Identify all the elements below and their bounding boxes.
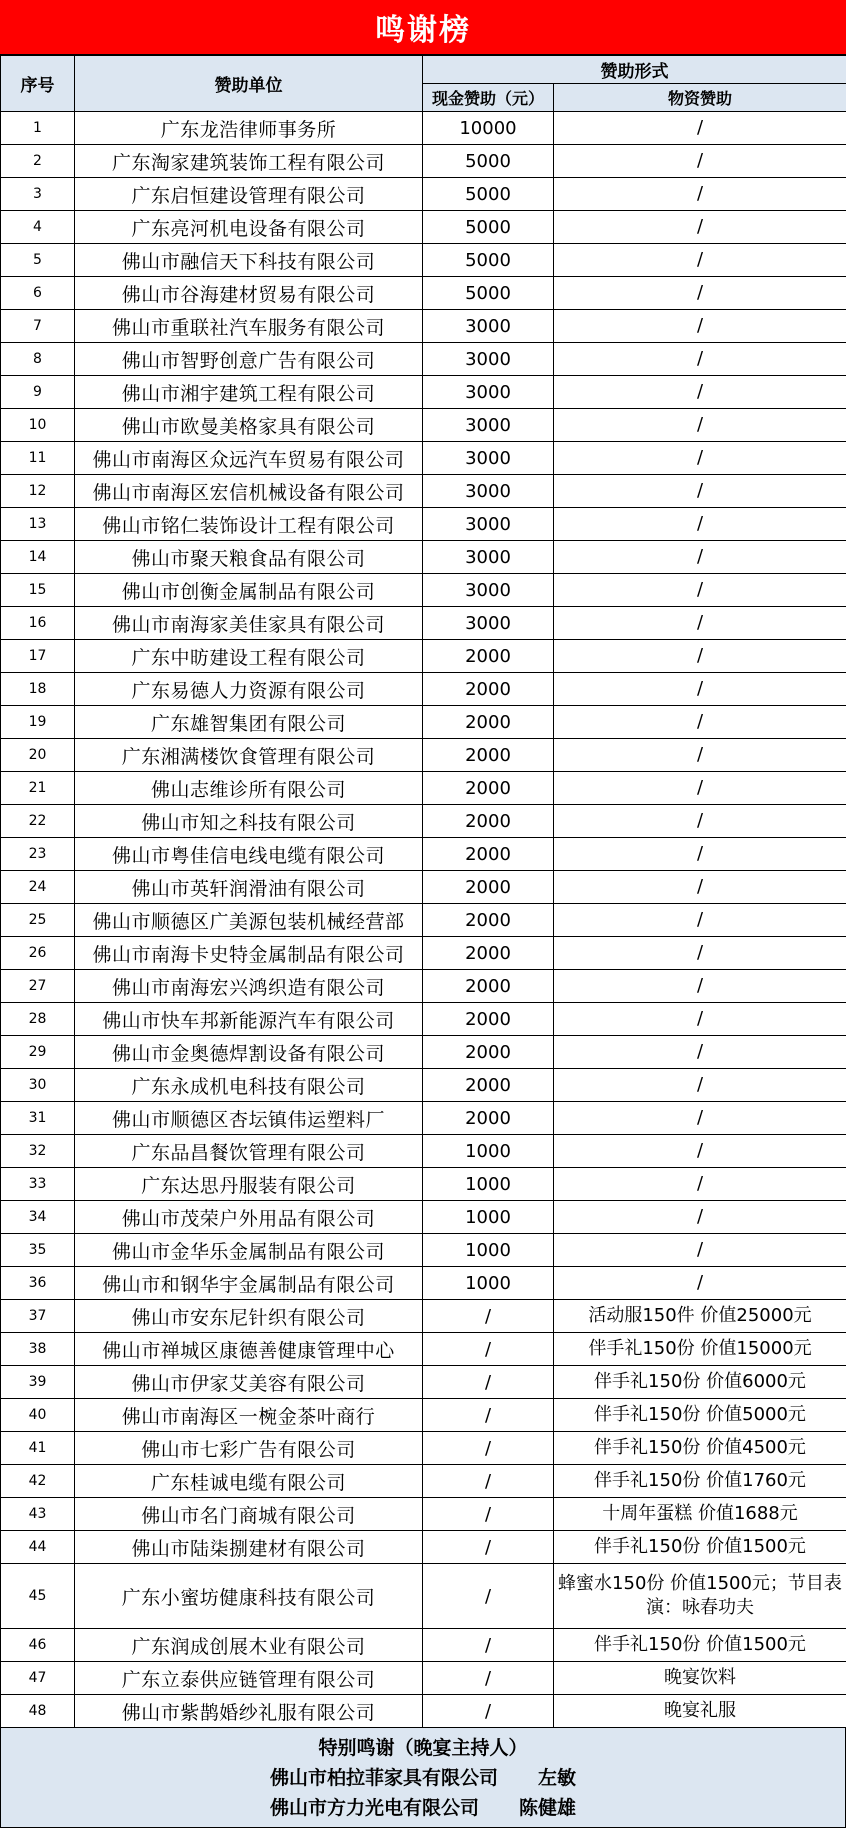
- table-row: [1, 277, 846, 310]
- host-company: 佛山市方力光电有限公司: [269, 1796, 479, 1819]
- goods-description: 伴手礼150份 价值1500元: [554, 1629, 846, 1662]
- row-index: 23: [1, 838, 75, 871]
- goods-description: 晚宴饮料: [554, 1662, 846, 1695]
- sheet-title: 鸣谢榜: [0, 0, 846, 55]
- sponsor-name: 佛山市紫鹊婚纱礼服有限公司: [75, 1695, 423, 1728]
- goods-description: /: [554, 838, 846, 871]
- goods-description: 蜂蜜水150份 价值1500元；节目表演：咏春功夫: [554, 1564, 846, 1629]
- row-index: 16: [1, 607, 75, 640]
- cash-amount: /: [423, 1564, 554, 1629]
- sponsor-name: 广东品昌餐饮管理有限公司: [75, 1135, 423, 1168]
- cash-amount: /: [423, 1629, 554, 1662]
- goods-description: 伴手礼150份 价值1760元: [554, 1465, 846, 1498]
- table-row: [1, 904, 846, 937]
- sponsor-name: 广东桂诚电缆有限公司: [75, 1465, 423, 1498]
- sponsor-name: 佛山市欧曼美格家具有限公司: [75, 409, 423, 442]
- sponsor-name: 佛山市南海宏兴鸿织造有限公司: [75, 970, 423, 1003]
- row-index: 47: [1, 1662, 75, 1695]
- row-index: 25: [1, 904, 75, 937]
- row-index: 20: [1, 739, 75, 772]
- cash-amount: 3000: [423, 442, 554, 475]
- cash-amount: 3000: [423, 310, 554, 343]
- goods-description: 活动服150件 价值25000元: [554, 1300, 846, 1333]
- goods-description: /: [554, 904, 846, 937]
- sponsor-name: 佛山市南海卡史特金属制品有限公司: [75, 937, 423, 970]
- table-row: [1, 1564, 846, 1629]
- cash-amount: /: [423, 1399, 554, 1432]
- sponsor-name: 佛山市湘宇建筑工程有限公司: [75, 376, 423, 409]
- goods-description: /: [554, 442, 846, 475]
- row-index: 33: [1, 1168, 75, 1201]
- cash-amount: 5000: [423, 145, 554, 178]
- goods-description: /: [554, 277, 846, 310]
- row-index: 13: [1, 508, 75, 541]
- table-row: [1, 1300, 846, 1333]
- cash-amount: /: [423, 1498, 554, 1531]
- row-index: 2: [1, 145, 75, 178]
- sponsor-name: 佛山市金奥德焊割设备有限公司: [75, 1036, 423, 1069]
- table-row: [1, 1629, 846, 1662]
- sponsor-name: 佛山市七彩广告有限公司: [75, 1432, 423, 1465]
- table-row: [1, 343, 846, 376]
- cash-amount: /: [423, 1662, 554, 1695]
- row-index: 8: [1, 343, 75, 376]
- goods-description: /: [554, 1135, 846, 1168]
- cash-amount: 3000: [423, 574, 554, 607]
- sponsor-name: 佛山市快车邦新能源汽车有限公司: [75, 1003, 423, 1036]
- cash-amount: 2000: [423, 937, 554, 970]
- special-thanks: [0, 1728, 846, 1828]
- table-row: [1, 871, 846, 904]
- sponsor-name: 广东达思丹服装有限公司: [75, 1168, 423, 1201]
- sponsor-name: 佛山市顺德区广美源包装机械经营部: [75, 904, 423, 937]
- goods-description: /: [554, 145, 846, 178]
- sponsor-name: 佛山市重联社汽车服务有限公司: [75, 310, 423, 343]
- row-index: 6: [1, 277, 75, 310]
- row-index: 14: [1, 541, 75, 574]
- goods-description: /: [554, 541, 846, 574]
- goods-description: /: [554, 1102, 846, 1135]
- cash-amount: 2000: [423, 838, 554, 871]
- row-index: 15: [1, 574, 75, 607]
- sponsor-name: 佛山市南海区宏信机械设备有限公司: [75, 475, 423, 508]
- table-row: [1, 442, 846, 475]
- row-index: 22: [1, 805, 75, 838]
- sponsor-name: 佛山市英轩润滑油有限公司: [75, 871, 423, 904]
- table-row: [1, 310, 846, 343]
- sponsor-name: 佛山市和钢华宇金属制品有限公司: [75, 1267, 423, 1300]
- table-row: [1, 1036, 846, 1069]
- cash-amount: 3000: [423, 376, 554, 409]
- goods-description: /: [554, 409, 846, 442]
- row-index: 31: [1, 1102, 75, 1135]
- row-index: 34: [1, 1201, 75, 1234]
- cash-amount: 3000: [423, 343, 554, 376]
- special-thanks-line: [270, 1793, 576, 1823]
- cash-amount: 3000: [423, 607, 554, 640]
- table-row: [1, 1695, 846, 1728]
- row-index: 48: [1, 1695, 75, 1728]
- cash-amount: 1000: [423, 1267, 554, 1300]
- cash-amount: 2000: [423, 871, 554, 904]
- goods-description: /: [554, 211, 846, 244]
- table-row: [1, 1498, 846, 1531]
- goods-description: 十周年蛋糕 价值1688元: [554, 1498, 846, 1531]
- table-row: [1, 739, 846, 772]
- row-index: 12: [1, 475, 75, 508]
- host-company: 佛山市柏拉菲家具有限公司: [269, 1766, 498, 1789]
- row-index: 38: [1, 1333, 75, 1366]
- sponsor-rows: [1, 112, 846, 1728]
- cash-amount: 1000: [423, 1135, 554, 1168]
- cash-amount: /: [423, 1300, 554, 1333]
- goods-description: /: [554, 508, 846, 541]
- sponsor-name: 佛山市南海区众远汽车贸易有限公司: [75, 442, 423, 475]
- goods-description: /: [554, 1267, 846, 1300]
- sponsor-name: 佛山市伊家艾美容有限公司: [75, 1366, 423, 1399]
- table-row: [1, 805, 846, 838]
- row-index: 32: [1, 1135, 75, 1168]
- row-index: 3: [1, 178, 75, 211]
- row-index: 29: [1, 1036, 75, 1069]
- cash-amount: 2000: [423, 805, 554, 838]
- cash-amount: 2000: [423, 739, 554, 772]
- goods-description: /: [554, 970, 846, 1003]
- cash-amount: 1000: [423, 1168, 554, 1201]
- row-index: 11: [1, 442, 75, 475]
- row-index: 24: [1, 871, 75, 904]
- table-row: [1, 937, 846, 970]
- row-index: 46: [1, 1629, 75, 1662]
- goods-description: 伴手礼150份 价值4500元: [554, 1432, 846, 1465]
- cash-amount: 1000: [423, 1234, 554, 1267]
- sponsor-name: 佛山市禅城区康德善健康管理中心: [75, 1333, 423, 1366]
- cash-amount: /: [423, 1333, 554, 1366]
- cash-amount: 3000: [423, 409, 554, 442]
- table-row: [1, 475, 846, 508]
- table-row: [1, 541, 846, 574]
- cash-amount: 2000: [423, 640, 554, 673]
- cash-amount: 2000: [423, 706, 554, 739]
- table-row: [1, 1399, 846, 1432]
- goods-description: 伴手礼150份 价值15000元: [554, 1333, 846, 1366]
- sponsor-name: 佛山市谷海建材贸易有限公司: [75, 277, 423, 310]
- sponsor-name: 广东小蜜坊健康科技有限公司: [75, 1564, 423, 1629]
- row-index: 39: [1, 1366, 75, 1399]
- row-index: 35: [1, 1234, 75, 1267]
- goods-description: /: [554, 376, 846, 409]
- table-row: [1, 1168, 846, 1201]
- table-row: [1, 508, 846, 541]
- table-row: [1, 409, 846, 442]
- goods-description: /: [554, 1234, 846, 1267]
- goods-description: /: [554, 1036, 846, 1069]
- sponsor-name: 广东启恒建设管理有限公司: [75, 178, 423, 211]
- cash-amount: /: [423, 1465, 554, 1498]
- sponsor-name: 广东中昉建设工程有限公司: [75, 640, 423, 673]
- table-row: [1, 838, 846, 871]
- table-row: [1, 1432, 846, 1465]
- row-index: 10: [1, 409, 75, 442]
- sponsor-name: 佛山市聚天粮食品有限公司: [75, 541, 423, 574]
- row-index: 41: [1, 1432, 75, 1465]
- goods-description: /: [554, 640, 846, 673]
- row-index: 18: [1, 673, 75, 706]
- table-row: [1, 1366, 846, 1399]
- goods-description: /: [554, 772, 846, 805]
- header-index: 序号: [1, 56, 75, 112]
- sponsor-name: 佛山市安东尼针织有限公司: [75, 1300, 423, 1333]
- row-index: 17: [1, 640, 75, 673]
- cash-amount: 5000: [423, 178, 554, 211]
- goods-description: /: [554, 475, 846, 508]
- cash-amount: 2000: [423, 1102, 554, 1135]
- cash-amount: 2000: [423, 673, 554, 706]
- cash-amount: 2000: [423, 970, 554, 1003]
- cash-amount: 2000: [423, 772, 554, 805]
- table-row: [1, 1531, 846, 1564]
- table-row: [1, 1662, 846, 1695]
- goods-description: /: [554, 574, 846, 607]
- goods-description: /: [554, 1201, 846, 1234]
- table-row: [1, 640, 846, 673]
- sponsor-name: 广东湘满楼饮食管理有限公司: [75, 739, 423, 772]
- table-row: [1, 1201, 846, 1234]
- header-sponsor: 赞助单位: [75, 56, 423, 112]
- special-thanks-line: [270, 1763, 576, 1793]
- cash-amount: /: [423, 1531, 554, 1564]
- cash-amount: 5000: [423, 211, 554, 244]
- table-row: [1, 178, 846, 211]
- table-row: [1, 376, 846, 409]
- table-row: [1, 706, 846, 739]
- goods-description: /: [554, 178, 846, 211]
- row-index: 19: [1, 706, 75, 739]
- row-index: 4: [1, 211, 75, 244]
- cash-amount: /: [423, 1695, 554, 1728]
- goods-description: 伴手礼150份 价值1500元: [554, 1531, 846, 1564]
- goods-description: /: [554, 607, 846, 640]
- table-row: [1, 1465, 846, 1498]
- table-row: [1, 1234, 846, 1267]
- sponsor-name: 佛山市粤佳信电线电缆有限公司: [75, 838, 423, 871]
- row-index: 9: [1, 376, 75, 409]
- goods-description: /: [554, 937, 846, 970]
- header-form: 赞助形式: [423, 56, 846, 84]
- header-cash: 现金赞助（元）: [423, 84, 554, 112]
- host-person: 陈健雄: [519, 1796, 577, 1819]
- cash-amount: /: [423, 1432, 554, 1465]
- cash-amount: 2000: [423, 1036, 554, 1069]
- row-index: 45: [1, 1564, 75, 1629]
- goods-description: /: [554, 244, 846, 277]
- goods-description: /: [554, 112, 846, 145]
- sponsor-name: 广东龙浩律师事务所: [75, 112, 423, 145]
- table-row: [1, 1069, 846, 1102]
- table-row: [1, 970, 846, 1003]
- row-index: 42: [1, 1465, 75, 1498]
- cash-amount: 3000: [423, 541, 554, 574]
- row-index: 27: [1, 970, 75, 1003]
- special-thanks-heading: 特别鸣谢（晚宴主持人）: [318, 1736, 528, 1759]
- sponsor-name: 佛山市知之科技有限公司: [75, 805, 423, 838]
- row-index: 5: [1, 244, 75, 277]
- sponsor-name: 佛山市南海区一椀金茶叶商行: [75, 1399, 423, 1432]
- cash-amount: 2000: [423, 904, 554, 937]
- table-row: [1, 1135, 846, 1168]
- row-index: 21: [1, 772, 75, 805]
- row-index: 37: [1, 1300, 75, 1333]
- host-person: 左敏: [538, 1766, 577, 1789]
- sponsor-name: 佛山志维诊所有限公司: [75, 772, 423, 805]
- sponsor-name: 广东易德人力资源有限公司: [75, 673, 423, 706]
- table-row: [1, 1333, 846, 1366]
- cash-amount: 3000: [423, 508, 554, 541]
- goods-description: /: [554, 343, 846, 376]
- cash-amount: 3000: [423, 475, 554, 508]
- table-row: [1, 607, 846, 640]
- sponsor-name: 佛山市茂荣户外用品有限公司: [75, 1201, 423, 1234]
- row-index: 36: [1, 1267, 75, 1300]
- table-row: [1, 1003, 846, 1036]
- goods-description: 伴手礼150份 价值6000元: [554, 1366, 846, 1399]
- row-index: 44: [1, 1531, 75, 1564]
- goods-description: /: [554, 1003, 846, 1036]
- table-row: [1, 145, 846, 178]
- sponsor-name: 佛山市名门商城有限公司: [75, 1498, 423, 1531]
- sponsor-name: 广东淘家建筑装饰工程有限公司: [75, 145, 423, 178]
- goods-description: /: [554, 871, 846, 904]
- cash-amount: 1000: [423, 1201, 554, 1234]
- header-goods: 物资赞助: [554, 84, 846, 112]
- sponsor-name: 广东立泰供应链管理有限公司: [75, 1662, 423, 1695]
- sponsor-name: 佛山市南海家美佳家具有限公司: [75, 607, 423, 640]
- sponsor-name: 佛山市陆柒捌建材有限公司: [75, 1531, 423, 1564]
- cash-amount: 5000: [423, 244, 554, 277]
- goods-description: 伴手礼150份 价值5000元: [554, 1399, 846, 1432]
- row-index: 40: [1, 1399, 75, 1432]
- cash-amount: /: [423, 1366, 554, 1399]
- table-row: [1, 244, 846, 277]
- sponsor-name: 佛山市智野创意广告有限公司: [75, 343, 423, 376]
- row-index: 43: [1, 1498, 75, 1531]
- table-row: [1, 772, 846, 805]
- goods-description: /: [554, 706, 846, 739]
- row-index: 1: [1, 112, 75, 145]
- goods-description: 晚宴礼服: [554, 1695, 846, 1728]
- row-index: 30: [1, 1069, 75, 1102]
- table-row: [1, 211, 846, 244]
- sponsor-table: [0, 55, 846, 1728]
- table-row: [1, 574, 846, 607]
- cash-amount: 2000: [423, 1003, 554, 1036]
- goods-description: /: [554, 1168, 846, 1201]
- sponsor-name: 佛山市顺德区杏坛镇伟运塑料厂: [75, 1102, 423, 1135]
- sponsor-name: 佛山市融信天下科技有限公司: [75, 244, 423, 277]
- goods-description: /: [554, 673, 846, 706]
- row-index: 7: [1, 310, 75, 343]
- goods-description: /: [554, 1069, 846, 1102]
- cash-amount: 2000: [423, 1069, 554, 1102]
- table-row: [1, 673, 846, 706]
- sponsor-name: 佛山市金华乐金属制品有限公司: [75, 1234, 423, 1267]
- goods-description: /: [554, 805, 846, 838]
- sponsor-name: 广东亮河机电设备有限公司: [75, 211, 423, 244]
- sponsor-name: 广东润成创展木业有限公司: [75, 1629, 423, 1662]
- sponsor-name: 广东永成机电科技有限公司: [75, 1069, 423, 1102]
- table-row: [1, 112, 846, 145]
- cash-amount: 10000: [423, 112, 554, 145]
- goods-description: /: [554, 310, 846, 343]
- cash-amount: 5000: [423, 277, 554, 310]
- row-index: 28: [1, 1003, 75, 1036]
- table-row: [1, 1102, 846, 1135]
- table-row: [1, 1267, 846, 1300]
- sponsor-name: 佛山市铭仁装饰设计工程有限公司: [75, 508, 423, 541]
- sponsor-name: 广东雄智集团有限公司: [75, 706, 423, 739]
- goods-description: /: [554, 739, 846, 772]
- sponsor-name: 佛山市创衡金属制品有限公司: [75, 574, 423, 607]
- row-index: 26: [1, 937, 75, 970]
